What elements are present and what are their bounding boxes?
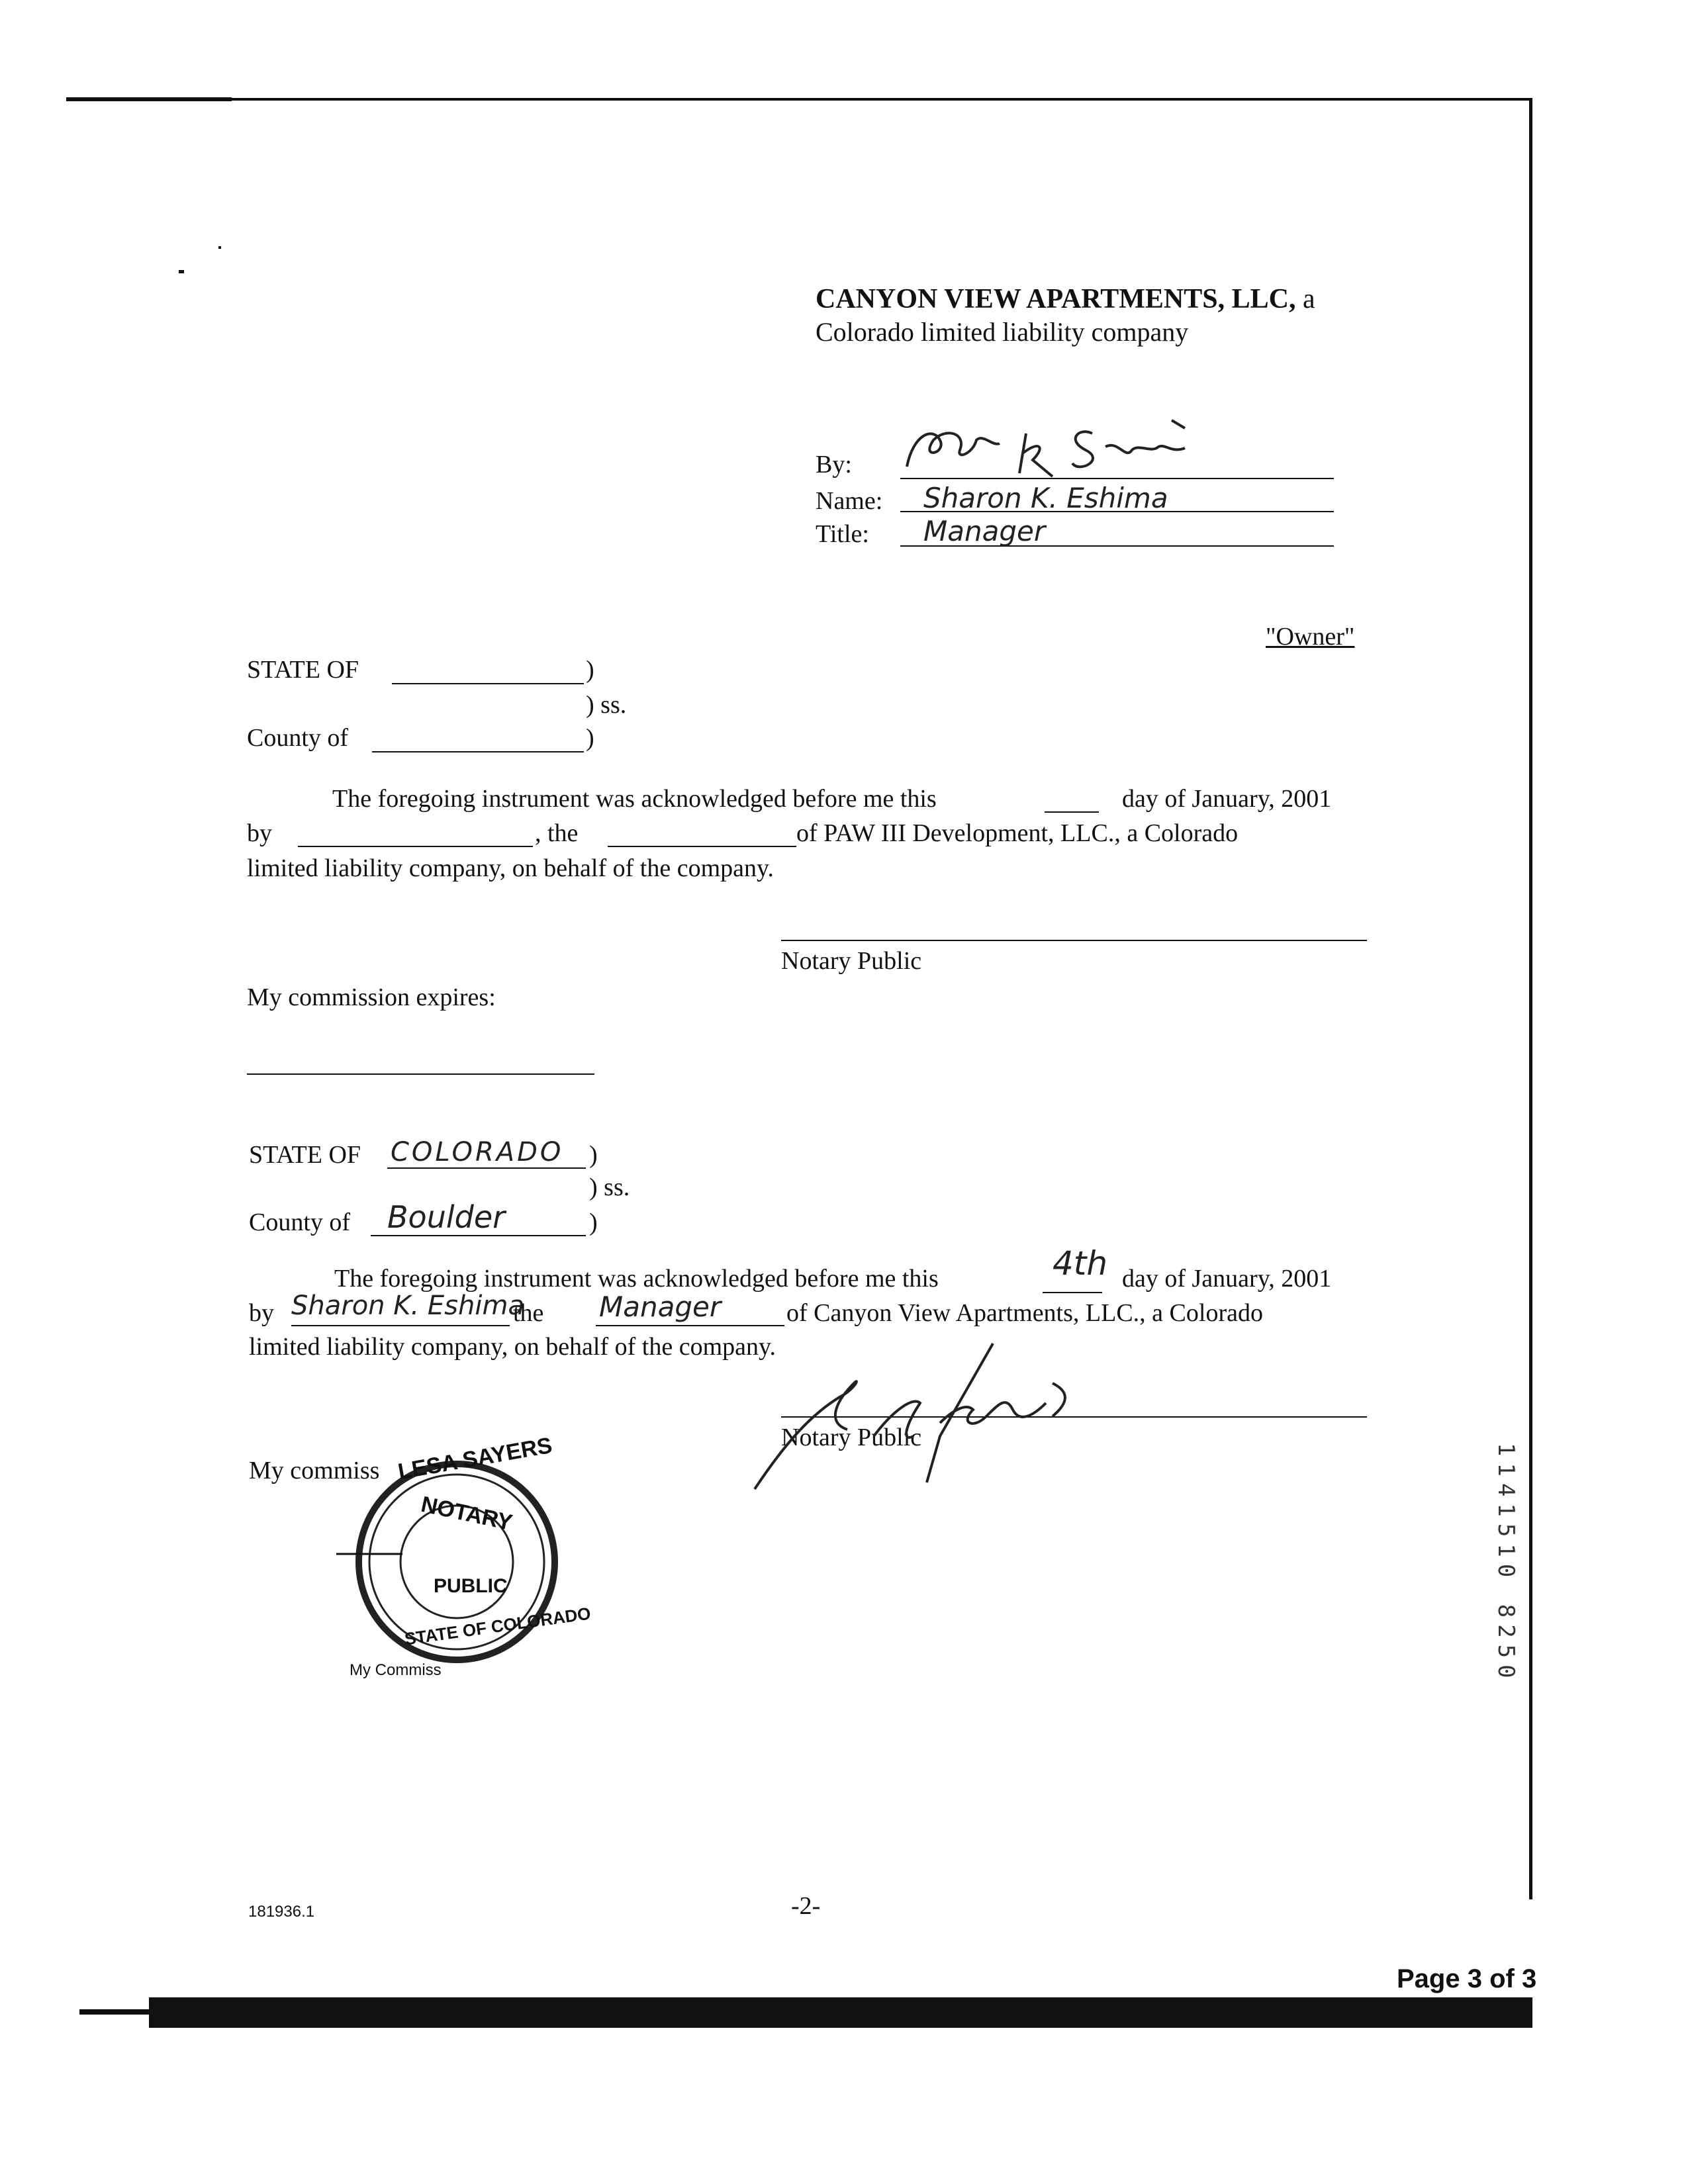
name-label: Name: [816,487,883,515]
ack1-notary-line [781,940,1367,941]
ack1-line1b: day of January, 2001 [1122,785,1332,813]
ack1-the: , the [535,819,579,847]
company-name: CANYON VIEW APARTMENTS, LLC, a [816,284,1315,314]
company-description: Colorado limited liability company [816,317,1189,347]
ack2-role-line [596,1325,784,1326]
ack1-paren-1: ) [586,656,594,684]
page-of: Page 3 of 3 [1397,1964,1537,1993]
bottom-bar-tail [79,2009,152,2015]
ack1-state-label: STATE OF [247,656,359,684]
ack2-paren-1: ) [589,1141,598,1169]
ack1-role-line [608,846,796,847]
ack1-commission-line [247,1073,594,1075]
scan-speck [218,246,221,249]
top-rule-thick [66,97,232,101]
seal-bottom-text: STATE OF COLORADO [403,1603,592,1649]
ack1-state-line [392,683,584,684]
seal-center-bottom: PUBLIC [434,1575,508,1597]
seal-center-top: NOTARY [418,1491,515,1536]
seal-top-text: LESA SAYERS [396,1432,554,1485]
ack2-ss: ) ss. [589,1173,630,1201]
ack2-county-label: County of [249,1208,351,1236]
right-rule [1529,99,1532,1899]
ack2-notary-public: Notary Public [781,1424,922,1451]
ack1-line3: limited liability company, on behalf of the company. [247,854,774,882]
ack1-by-line [298,846,533,847]
owner-label: "Owner" [1266,623,1355,651]
ack2-paren-2: ) [589,1208,598,1236]
bottom-bar [149,1997,1532,2028]
ack1-ss: ) ss. [586,691,627,719]
page-number: -2- [791,1892,821,1920]
notary-signature [741,1337,1086,1496]
ack2-line2-rest: of Canyon View Apartments, LLC., a Colorado [786,1299,1263,1327]
ack1-commission: My commission expires: [247,983,496,1011]
side-stamp: 1141510 8250 [1493,1443,1519,1685]
ack1-line2-rest: of PAW III Development, LLC., a Colorado [796,819,1239,847]
ack2-state-line [387,1167,586,1169]
ack1-paren-2: ) [586,724,594,752]
scan-speck [179,270,184,273]
ack1-line1a: The foregoing instrument was acknowledged before me this [332,785,937,813]
ack1-by: by [247,819,272,847]
seal-under-text: My Commiss [350,1661,442,1679]
ack2-day-line [1043,1292,1102,1293]
ack2-line1a: The foregoing instrument was acknowledged before me this [334,1265,939,1293]
doc-id: 181936.1 [248,1903,315,1921]
ack2-day-value: 4th [1053,1244,1108,1283]
ack2-state-label: STATE OF [249,1141,361,1169]
ack1-county-line [372,751,584,752]
ack2-county-line [371,1235,586,1236]
ack1-county-label: County of [247,724,349,752]
title-label: Title: [816,520,869,548]
ack2-the: the [513,1299,544,1327]
ack2-county-value: Boulder [387,1199,506,1235]
top-rule [66,98,1532,101]
ack2-by: by [249,1299,274,1327]
ack2-by-line [291,1325,510,1326]
title-value: Manager [923,515,1046,547]
ack2-by-value: Sharon K. Eshima [291,1291,524,1321]
ack2-state-value: COLORADO [391,1137,564,1167]
ack1-day-line [1045,811,1099,813]
by-label: By: [816,451,852,478]
owner-signature [894,414,1264,480]
ack2-line1b: day of January, 2001 [1122,1265,1332,1293]
ack2-commission: My commiss [249,1457,380,1484]
ack2-line3: limited liability company, on behalf of the company. [249,1333,776,1361]
ack2-role-value: Manager [599,1291,722,1323]
ack1-notary-public: Notary Public [781,947,922,975]
name-value: Sharon K. Eshima [923,482,1168,514]
